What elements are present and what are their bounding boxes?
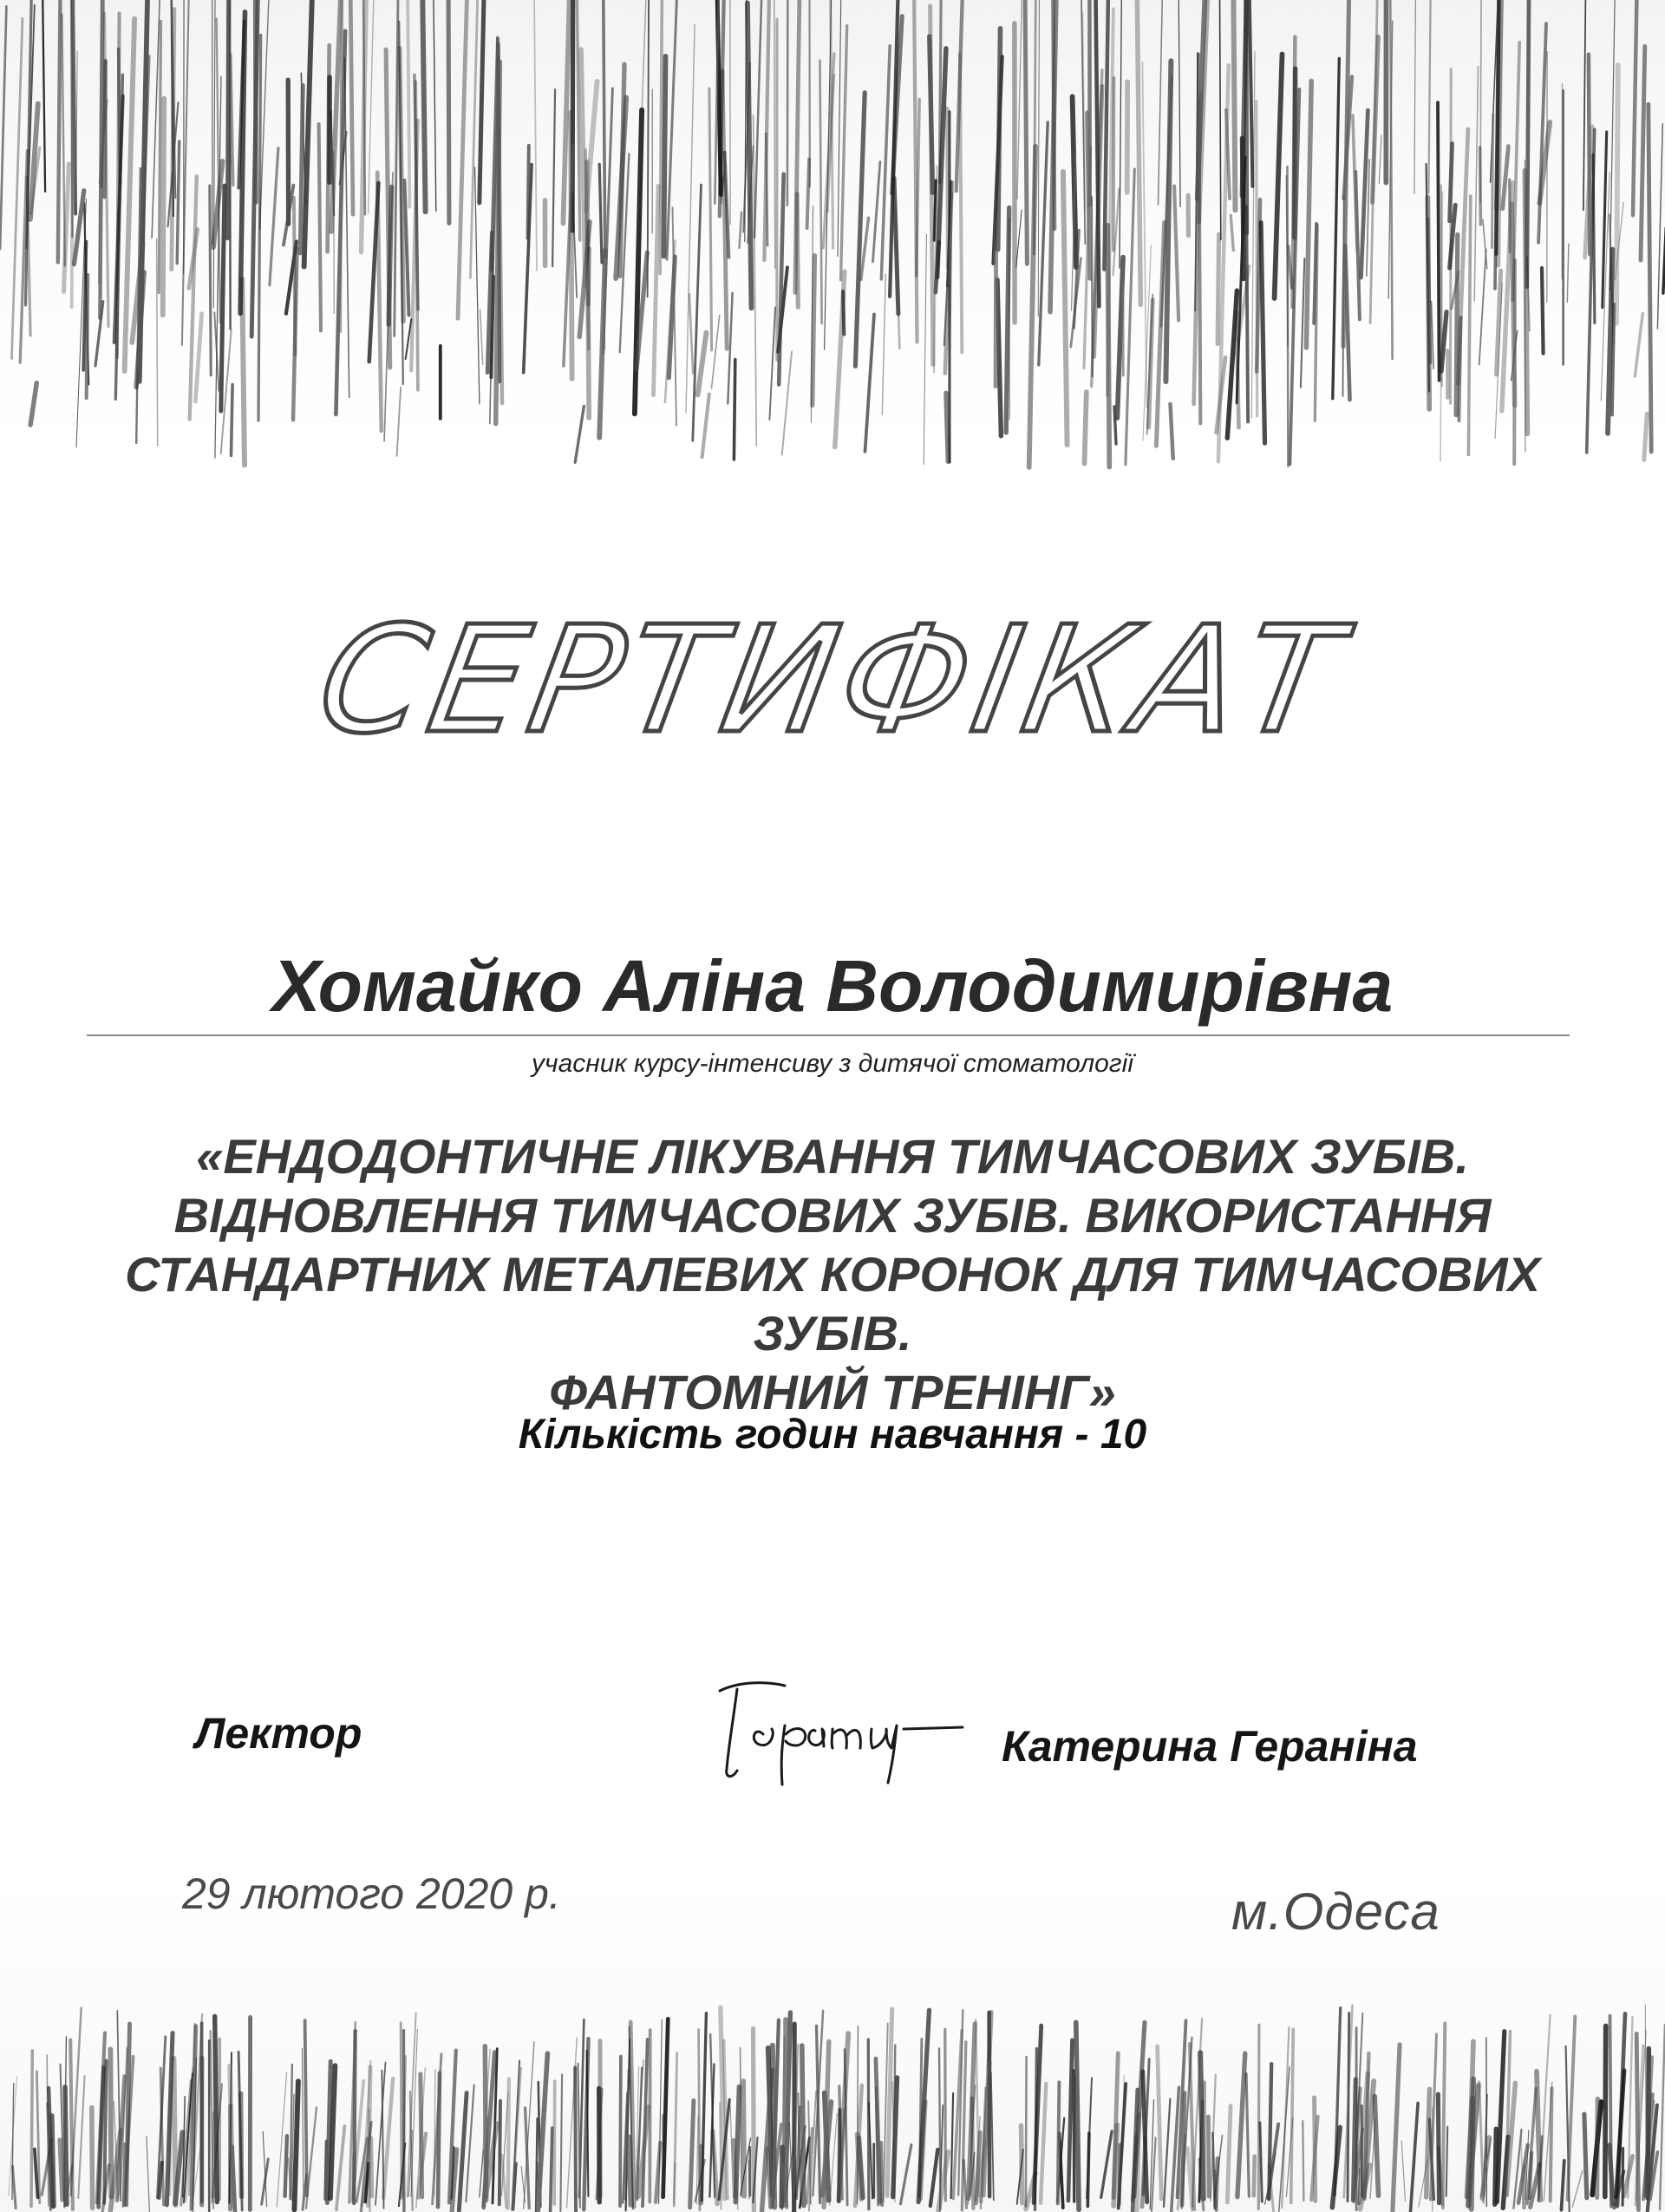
brush-stroke [1009, 219, 1010, 420]
brush-stroke [147, 2137, 150, 2212]
brush-stroke [1085, 392, 1087, 464]
brush-stroke [946, 393, 948, 461]
brush-stroke [533, 0, 537, 271]
brush-stroke [1087, 2133, 1089, 2206]
brush-stroke [1087, 113, 1090, 278]
brush-stroke [458, 0, 467, 318]
brush-stroke [1218, 234, 1219, 343]
brush-stroke [581, 49, 585, 285]
brush-stroke [294, 198, 296, 355]
lecturer-name: Катерина Гераніна [1002, 1722, 1418, 1771]
brush-stroke [99, 2067, 104, 2207]
brush-stroke [1233, 0, 1236, 210]
brush-stroke [210, 186, 211, 375]
brush-stroke [774, 0, 775, 268]
brush-stroke [620, 2057, 621, 2207]
brush-stroke [0, 6, 6, 249]
brush-stroke [1260, 2123, 1262, 2202]
brush-stroke [1279, 2067, 1290, 2212]
brush-stroke [554, 2081, 555, 2204]
brush-stroke [873, 162, 880, 262]
brush-stroke [599, 164, 602, 263]
brush-stroke [1026, 2057, 1027, 2206]
brush-stroke [754, 0, 761, 238]
brush-stroke [686, 24, 695, 412]
brush-stroke [1231, 215, 1233, 250]
brush-stroke [508, 2078, 509, 2208]
brush-stroke [304, 0, 313, 267]
brush-stroke [31, 2051, 32, 2207]
brush-stroke [285, 2136, 287, 2196]
brush-stroke [1428, 0, 1431, 193]
brush-stroke [1261, 223, 1264, 443]
brush-stroke [1333, 58, 1340, 398]
brush-stroke [62, 15, 64, 266]
brush-stroke [319, 124, 321, 330]
brush-stroke [1126, 169, 1134, 465]
brush-stroke [1497, 271, 1501, 375]
brush-stroke [841, 26, 847, 280]
brush-stroke [241, 2094, 242, 2197]
issue-city: м.Одеса [1231, 1882, 1440, 1941]
brush-stroke [1237, 2053, 1245, 2197]
brush-stroke [865, 315, 875, 452]
brush-stroke [166, 2033, 173, 2205]
brush-stroke [575, 406, 584, 462]
brush-stroke [1644, 414, 1647, 460]
brush-stroke [1068, 2040, 1073, 2201]
brush-stroke [480, 0, 488, 203]
brush-stroke [228, 0, 229, 238]
brush-stroke [1275, 55, 1283, 299]
brush-stroke [480, 310, 483, 364]
brush-stroke [1101, 2131, 1112, 2197]
brush-stroke [35, 2150, 38, 2198]
lecturer-signature [702, 1674, 980, 1795]
brush-stroke [1208, 2117, 1209, 2196]
brush-stroke [881, 46, 890, 279]
brush-stroke [470, 0, 480, 277]
brush-stroke [1657, 124, 1662, 329]
brush-stroke [1050, 0, 1056, 312]
brush-stroke [1158, 2046, 1162, 2199]
brush-stroke [629, 2137, 630, 2204]
brush-stroke [240, 12, 245, 314]
brush-stroke [575, 2067, 576, 2211]
brush-stroke [1288, 166, 1289, 467]
brush-stroke [1472, 2079, 1474, 2209]
brush-stroke [1411, 2103, 1419, 2211]
brush-stroke [1633, 0, 1639, 215]
brush-stroke [1441, 186, 1442, 387]
brush-stroke [560, 2074, 562, 2211]
brush-stroke [182, 0, 189, 345]
brush-stroke [1114, 407, 1116, 444]
brush-stroke [1438, 102, 1440, 380]
brush-stroke [1166, 61, 1171, 382]
brush-stroke [1137, 0, 1141, 304]
brush-stroke [1605, 2026, 1606, 2196]
brush-stroke [914, 0, 917, 343]
brush-stroke [1510, 179, 1511, 251]
brush-stroke [702, 395, 709, 457]
brush-stroke [1113, 78, 1114, 251]
brush-stroke [855, 93, 865, 366]
brush-stroke [1306, 81, 1311, 348]
brush-stroke [140, 245, 143, 369]
brush-stroke [1443, 2023, 1446, 2204]
course-title-line: «ЕНДОДОНТИЧНЕ ЛІКУВАННЯ ТИМЧАСОВИХ ЗУБІВ. [196, 1129, 1469, 1184]
brush-stroke [654, 186, 659, 395]
brush-stroke [1427, 2089, 1430, 2196]
brush-stroke [383, 2078, 393, 2198]
brush-stroke [305, 2020, 307, 2196]
brush-stroke [1107, 225, 1109, 467]
brush-stroke [930, 2150, 938, 2206]
brush-stroke [868, 2039, 869, 2209]
brush-stroke [740, 212, 742, 248]
brush-stroke [1610, 2016, 1612, 2207]
brush-stroke [110, 2049, 111, 2196]
brush-stroke [1414, 0, 1416, 193]
recipient-underline [87, 1034, 1570, 1036]
brush-stroke [163, 99, 165, 315]
brush-stroke [459, 2093, 467, 2211]
top-brush-decoration [0, 0, 1665, 520]
brush-stroke [1258, 2025, 1259, 2209]
brush-stroke [709, 88, 712, 350]
brush-stroke [1572, 2170, 1583, 2207]
brush-stroke [1660, 2025, 1665, 2209]
brush-stroke [41, 0, 45, 192]
brush-stroke [1291, 2029, 1294, 2202]
brush-stroke [371, 2138, 372, 2196]
brush-stroke [1254, 2157, 1255, 2196]
brush-stroke [586, 82, 597, 211]
brush-stroke [415, 82, 418, 390]
brush-stroke [1503, 147, 1509, 209]
brush-stroke [960, 54, 962, 352]
brush-stroke [603, 0, 605, 257]
brush-stroke [1246, 206, 1248, 421]
brush-stroke [1029, 147, 1035, 467]
brush-stroke [1171, 404, 1173, 459]
brush-stroke [1635, 314, 1642, 376]
brush-stroke [1353, 115, 1357, 251]
brush-stroke [1393, 2045, 1400, 2211]
brush-stroke [1063, 172, 1068, 445]
brush-stroke [1315, 2098, 1316, 2202]
brush-stroke [769, 308, 775, 420]
brush-stroke [1041, 2084, 1046, 2203]
brush-stroke [972, 2098, 973, 2209]
brush-stroke [813, 256, 815, 406]
brush-stroke [1017, 0, 1024, 199]
brush-stroke [232, 384, 233, 455]
brush-stroke [1113, 2125, 1117, 2206]
brush-stroke [1589, 55, 1590, 255]
brush-stroke [1468, 196, 1470, 454]
brush-stroke [1641, 47, 1645, 261]
issue-date: 29 лютого 2020 р. [182, 1869, 561, 1918]
brush-stroke [578, 2064, 580, 2208]
brush-stroke [782, 352, 792, 455]
brush-stroke [809, 0, 810, 187]
brush-stroke [663, 56, 665, 257]
brush-stroke [1227, 2106, 1231, 2202]
brush-stroke [1610, 0, 1615, 290]
course-title-line: ВІДНОВЛЕННЯ ТИМЧАСОВИХ ЗУБІВ. ВИКОРИСТАННЯ [173, 1188, 1492, 1243]
brush-stroke [159, 22, 160, 293]
brush-stroke [1058, 2082, 1060, 2203]
brush-stroke [1538, 23, 1546, 243]
brush-stroke [930, 6, 933, 365]
brush-stroke [1156, 223, 1164, 447]
brush-stroke [656, 2143, 660, 2202]
brush-stroke [787, 0, 788, 206]
brush-stroke [1616, 65, 1618, 323]
brush-stroke [76, 52, 78, 216]
recipient-name: Хомайко Аліна Володимирівна [271, 945, 1394, 1027]
brush-stroke [998, 29, 1001, 250]
course-title-line: СТАНДАРТНИХ МЕТАЛЕВИХ КОРОНОК ДЛЯ ТИМЧАСОВИХ ЗУБІВ. [125, 1247, 1540, 1360]
brush-stroke [294, 2081, 298, 2209]
brush-stroke [195, 314, 201, 401]
brush-stroke [1542, 268, 1544, 354]
brush-stroke [1179, 0, 1180, 206]
brush-stroke [1551, 2088, 1552, 2201]
brush-stroke [820, 61, 822, 323]
brush-stroke [328, 45, 330, 251]
brush-stroke [660, 0, 662, 274]
brush-stroke [924, 234, 926, 464]
brush-stroke [432, 0, 436, 211]
brush-stroke [843, 291, 844, 334]
brush-stroke [620, 64, 624, 276]
brush-stroke [1076, 2022, 1079, 2209]
brush-stroke [230, 0, 231, 329]
brush-stroke [302, 2049, 304, 2202]
brush-stroke [577, 0, 580, 240]
brush-stroke [157, 239, 158, 447]
brush-stroke [690, 2100, 694, 2207]
brush-stroke [901, 2144, 911, 2204]
brush-stroke [388, 187, 391, 324]
participant-role: учасник курсу-інтенсиву з дитячої стоматології [532, 1049, 1133, 1078]
brush-stroke [722, 71, 727, 349]
brush-stroke [58, 0, 61, 262]
brush-stroke [1039, 122, 1048, 365]
brush-stroke [1597, 2098, 1598, 2197]
brush-stroke [221, 186, 225, 411]
brush-stroke [1649, 104, 1651, 452]
brush-stroke [1159, 0, 1165, 205]
brush-stroke [1480, 147, 1481, 225]
brush-stroke [894, 178, 898, 314]
brush-stroke [270, 148, 278, 285]
bottom-brush-decoration [0, 1986, 1665, 2212]
brush-stroke [213, 2113, 215, 2197]
brush-stroke [1593, 154, 1595, 323]
brush-stroke [104, 13, 108, 326]
brush-stroke [407, 0, 409, 207]
brush-stroke [1246, 2074, 1249, 2197]
brush-stroke [1250, 0, 1253, 186]
brush-stroke [336, 2126, 345, 2210]
brush-stroke [123, 2143, 125, 2206]
brush-stroke [65, 2087, 67, 2204]
brush-stroke [1164, 2099, 1170, 2207]
brush-stroke [1584, 2114, 1587, 2198]
brush-stroke [1149, 300, 1153, 427]
brush-stroke [258, 35, 261, 421]
brush-stroke [397, 388, 402, 456]
brush-stroke [177, 141, 180, 264]
brush-stroke [689, 294, 693, 374]
brush-stroke [1379, 135, 1381, 184]
brush-stroke [1567, 244, 1569, 302]
brush-stroke [551, 2128, 552, 2212]
brush-stroke [395, 0, 398, 336]
brush-stroke [172, 10, 174, 270]
brush-stroke [1370, 0, 1378, 323]
brush-stroke [30, 383, 36, 425]
brush-stroke [448, 0, 449, 223]
brush-stroke [599, 2088, 600, 2202]
brush-stroke [184, 0, 185, 274]
brush-stroke [669, 257, 675, 378]
brush-stroke [1479, 2082, 1484, 2202]
brush-stroke [734, 360, 735, 460]
brush-stroke [1120, 0, 1122, 268]
brush-stroke [421, 0, 426, 212]
brush-stroke [779, 174, 784, 385]
brush-stroke [1203, 2083, 1204, 2198]
brush-stroke [1562, 2161, 1564, 2210]
brush-stroke [213, 0, 215, 308]
brush-stroke [1374, 2097, 1378, 2196]
course-title-line: ФАНТОМНИЙ ТРЕНІНГ» [549, 1365, 1116, 1419]
brush-stroke [1479, 249, 1486, 364]
brush-stroke [748, 2160, 749, 2198]
brush-stroke [1583, 0, 1586, 210]
brush-stroke [1401, 2141, 1405, 2202]
brush-stroke [1438, 2094, 1439, 2203]
brush-stroke [882, 274, 885, 414]
brush-stroke [1446, 2127, 1448, 2196]
brush-stroke [1006, 208, 1009, 433]
brush-stroke [13, 2166, 16, 2208]
course-title [69, 1127, 1596, 1422]
brush-stroke [1174, 186, 1179, 321]
brush-stroke [1456, 235, 1458, 415]
lecturer-label: Лектор [195, 1709, 362, 1758]
brush-stroke [1142, 62, 1146, 408]
brush-stroke [1474, 67, 1478, 301]
brush-stroke [340, 0, 342, 331]
brush-stroke [698, 333, 707, 395]
brush-stroke [817, 2026, 820, 2202]
brush-stroke [78, 2076, 84, 2198]
brush-stroke [230, 2066, 233, 2206]
brush-stroke [693, 185, 702, 440]
brush-stroke [300, 85, 303, 253]
study-hours: Кількість годин навчання - 10 [518, 1412, 1147, 1458]
brush-stroke [92, 2108, 93, 2209]
brush-stroke [748, 3, 752, 309]
brush-stroke [349, 0, 353, 214]
brush-stroke [1301, 258, 1304, 388]
brush-stroke [1025, 0, 1028, 264]
brush-stroke [552, 89, 555, 266]
certificate-title: СЕРТИФІКАТ [307, 595, 1358, 767]
brush-stroke [1038, 0, 1039, 316]
brush-stroke [1219, 0, 1221, 240]
brush-stroke [802, 2046, 804, 2206]
